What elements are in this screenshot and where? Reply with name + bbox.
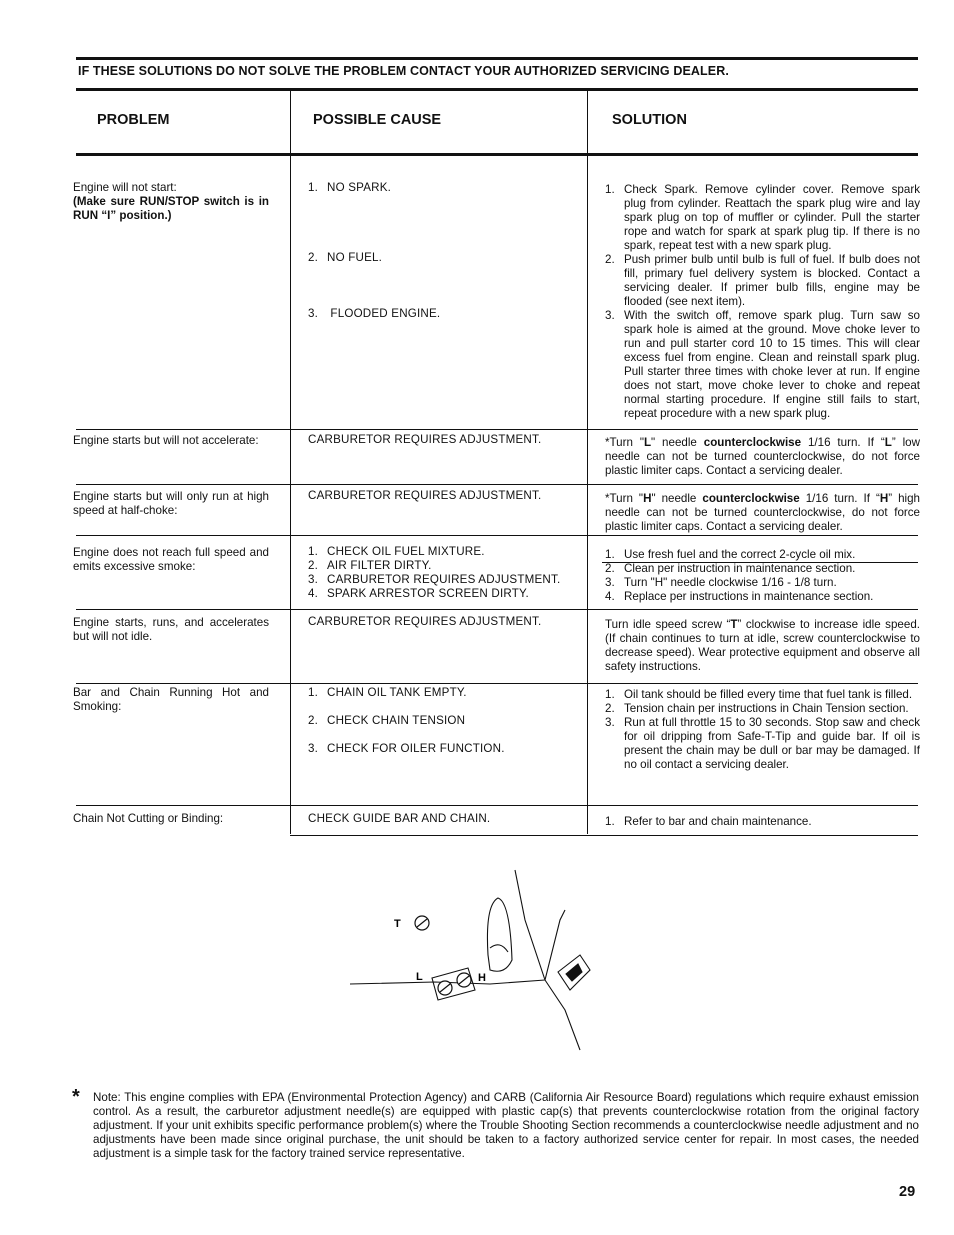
header-bottom-rule — [76, 153, 918, 156]
solution-item: 3. With the switch off, remove spark plug. Turn saw so spark hole is aimed at the ground. Move choke lever to run and pull starter cord 10 to 15 times. This will clear excess fuel from engine. Clean and reinstall spark plug. Pull starter three times with choke lever at run. If engine does not start, move choke lever to choke and repeat normal starting procedure. If engine still fails to start, repeat procedure with a new spark plug. — [605, 309, 920, 420]
table-row-solution — [605, 183, 920, 421]
table-row-problem: Chain Not Cutting or Binding: — [73, 812, 224, 825]
cause-item: 2. NO FUEL. — [308, 251, 383, 264]
table-bottom-rule — [290, 835, 918, 836]
cause-item: 2. AIR FILTER DIRTY. — [308, 559, 432, 572]
solution-item: 2. Tension chain per instructions in Chain Tension section. — [605, 702, 909, 715]
primer-bulb — [487, 898, 512, 971]
row-separator — [76, 609, 918, 610]
cause-item: CARBURETOR REQUIRES ADJUSTMENT. — [308, 615, 542, 628]
carburetor-adjustment-diagram — [340, 860, 610, 1060]
cause-item: CARBURETOR REQUIRES ADJUSTMENT. — [308, 433, 542, 446]
row-separator — [76, 683, 918, 684]
top-notice: IF THESE SOLUTIONS DO NOT SOLVE THE PROBLEM CONTACT YOUR AUTHORIZED SERVICING DEALER. — [78, 64, 729, 78]
cause-item: 1. NO SPARK. — [308, 181, 392, 194]
column-divider-1 — [290, 90, 291, 834]
solution-item: 2. Clean per instruction in maintenance section. — [605, 562, 856, 575]
row-separator — [76, 805, 918, 806]
cause-item: CARBURETOR REQUIRES ADJUSTMENT. — [308, 489, 542, 502]
table-row-problem: Bar and Chain Running Hot and Smoking: — [73, 686, 269, 713]
cause-item: CHECK GUIDE BAR AND CHAIN. — [308, 812, 491, 825]
table-row-solution — [605, 815, 920, 829]
header-top-rule — [76, 88, 918, 91]
table-row-problem: Engine does not reach full speed and emits excessive smoke: — [73, 546, 269, 573]
cause-item: 1. CHECK OIL FUEL MIXTURE. — [308, 545, 485, 558]
header-solution: SOLUTION — [612, 112, 687, 128]
cause-item: 3. CARBURETOR REQUIRES ADJUSTMENT. — [308, 573, 561, 586]
cause-item: 3. CHECK FOR OILER FUNCTION. — [308, 742, 505, 755]
row-separator — [76, 484, 918, 485]
footnote-text: Note: This engine complies with EPA (Environmental Protection Agency) and CARB (California Air Resource Board) regulations which require exhaust emission control. As a result, the carburetor adjustment needle(s) are equipped with plastic cap(s) that prevents counterclockwise rotation from the original factory adjustment. If your unit exhibits specific performance problem(s) where the Trouble Shooting Section recommends a counterclockwise needle adjustment and no adjustments have been made since original purchase, the unit should be taken to a factory authorized service center for repair. In most cases, the needed adjustment is a simple task for the factory trained service representative. — [93, 1091, 919, 1160]
solution-item: 3. Turn "H" needle clockwise 1/16 - 1/8 turn. — [605, 576, 837, 589]
table-row-problem: Engine starts, runs, and accelerates but will not idle. — [73, 616, 269, 643]
cause-item: 2. CHECK CHAIN TENSION — [308, 714, 466, 727]
solution-item: 1. Refer to bar and chain maintenance. — [605, 815, 812, 828]
header-problem: PROBLEM — [97, 112, 170, 128]
high-needle-screw-h — [457, 973, 471, 987]
footnote-asterisk: * — [72, 1086, 80, 1108]
table-row-solution — [605, 688, 920, 772]
label-h: H — [478, 972, 486, 984]
row-separator — [76, 429, 918, 430]
row-separator — [76, 535, 918, 536]
table-row-solution: *Turn "L" needle counterclockwise 1/16 turn. If “L” low needle can not be turned counterclockwise, do not force plastic limiter caps. Contact a servicing dealer. — [605, 436, 920, 477]
table-row-solution: Turn idle speed screw “T” clockwise to increase idle speed. (If chain continues to turn at idle, screw counterclockwise to decrease speed). Wear protective equipment and observe all safety instructions. — [605, 618, 920, 673]
cause-item: 4. SPARK ARRESTOR SCREEN DIRTY. — [308, 587, 529, 600]
solution-item: 1. Check Spark. Remove cylinder cover. Remove spark plug from cylinder. Reattach the spark plug wire and lay spark plug on top of muffler or cylinder. Pull the starter rope and watch for spark at spark plug tip. If there is no spark, repeat test with a new spark plug. — [605, 183, 920, 252]
table-row-solution — [605, 548, 920, 604]
label-t: T — [394, 918, 401, 930]
table-row-problem: Engine will not start: (Make sure RUN/STOP switch is in RUN “I” position.) — [73, 181, 269, 222]
solution-item: 2. Push primer bulb until bulb is full of fuel. If bulb does not fill, primary fuel delivery system is blocked. Contact a servicing dealer. If primer bulb fills, engine may be flooded (see next item). — [605, 253, 920, 308]
table-row-problem: Engine starts but will only run at high speed at half-choke: — [73, 490, 269, 517]
housing-edge — [515, 870, 545, 980]
solution-item: 1. Oil tank should be filled every time that fuel tank is filled. — [605, 688, 913, 701]
table-row-solution: *Turn "H" needle counterclockwise 1/16 turn. If “H” high needle can not be turned counterclockwise, do not force plastic limiter caps. Contact a servicing dealer. — [605, 492, 920, 533]
solution-item: 1. Use fresh fuel and the correct 2-cycle oil mix. — [605, 548, 856, 561]
page-number: 29 — [899, 1184, 916, 1200]
header-possible-cause: POSSIBLE CAUSE — [313, 112, 442, 128]
housing-lower-edge — [545, 980, 580, 1050]
solution-item: 4. Replace per instructions in maintenance section. — [605, 590, 874, 603]
label-l: L — [416, 971, 423, 983]
low-needle-screw-l — [438, 981, 452, 995]
cause-item: 1. CHAIN OIL TANK EMPTY. — [308, 686, 467, 699]
idle-speed-screw-t — [415, 916, 429, 930]
cause-item: 3. FLOODED ENGINE. — [308, 307, 441, 320]
table-row-cause — [308, 545, 588, 601]
table-row-problem: Engine starts but will not accelerate: — [73, 434, 259, 447]
solution-item: 3. Run at full throttle 15 to 30 seconds. Stop saw and check for oil dripping from Safe-T-Tip and guide bar. If oil is present the chain may be dull or bar may be damaged. If no oil contact a servicing dealer. — [605, 716, 920, 771]
top-rule — [76, 57, 918, 60]
